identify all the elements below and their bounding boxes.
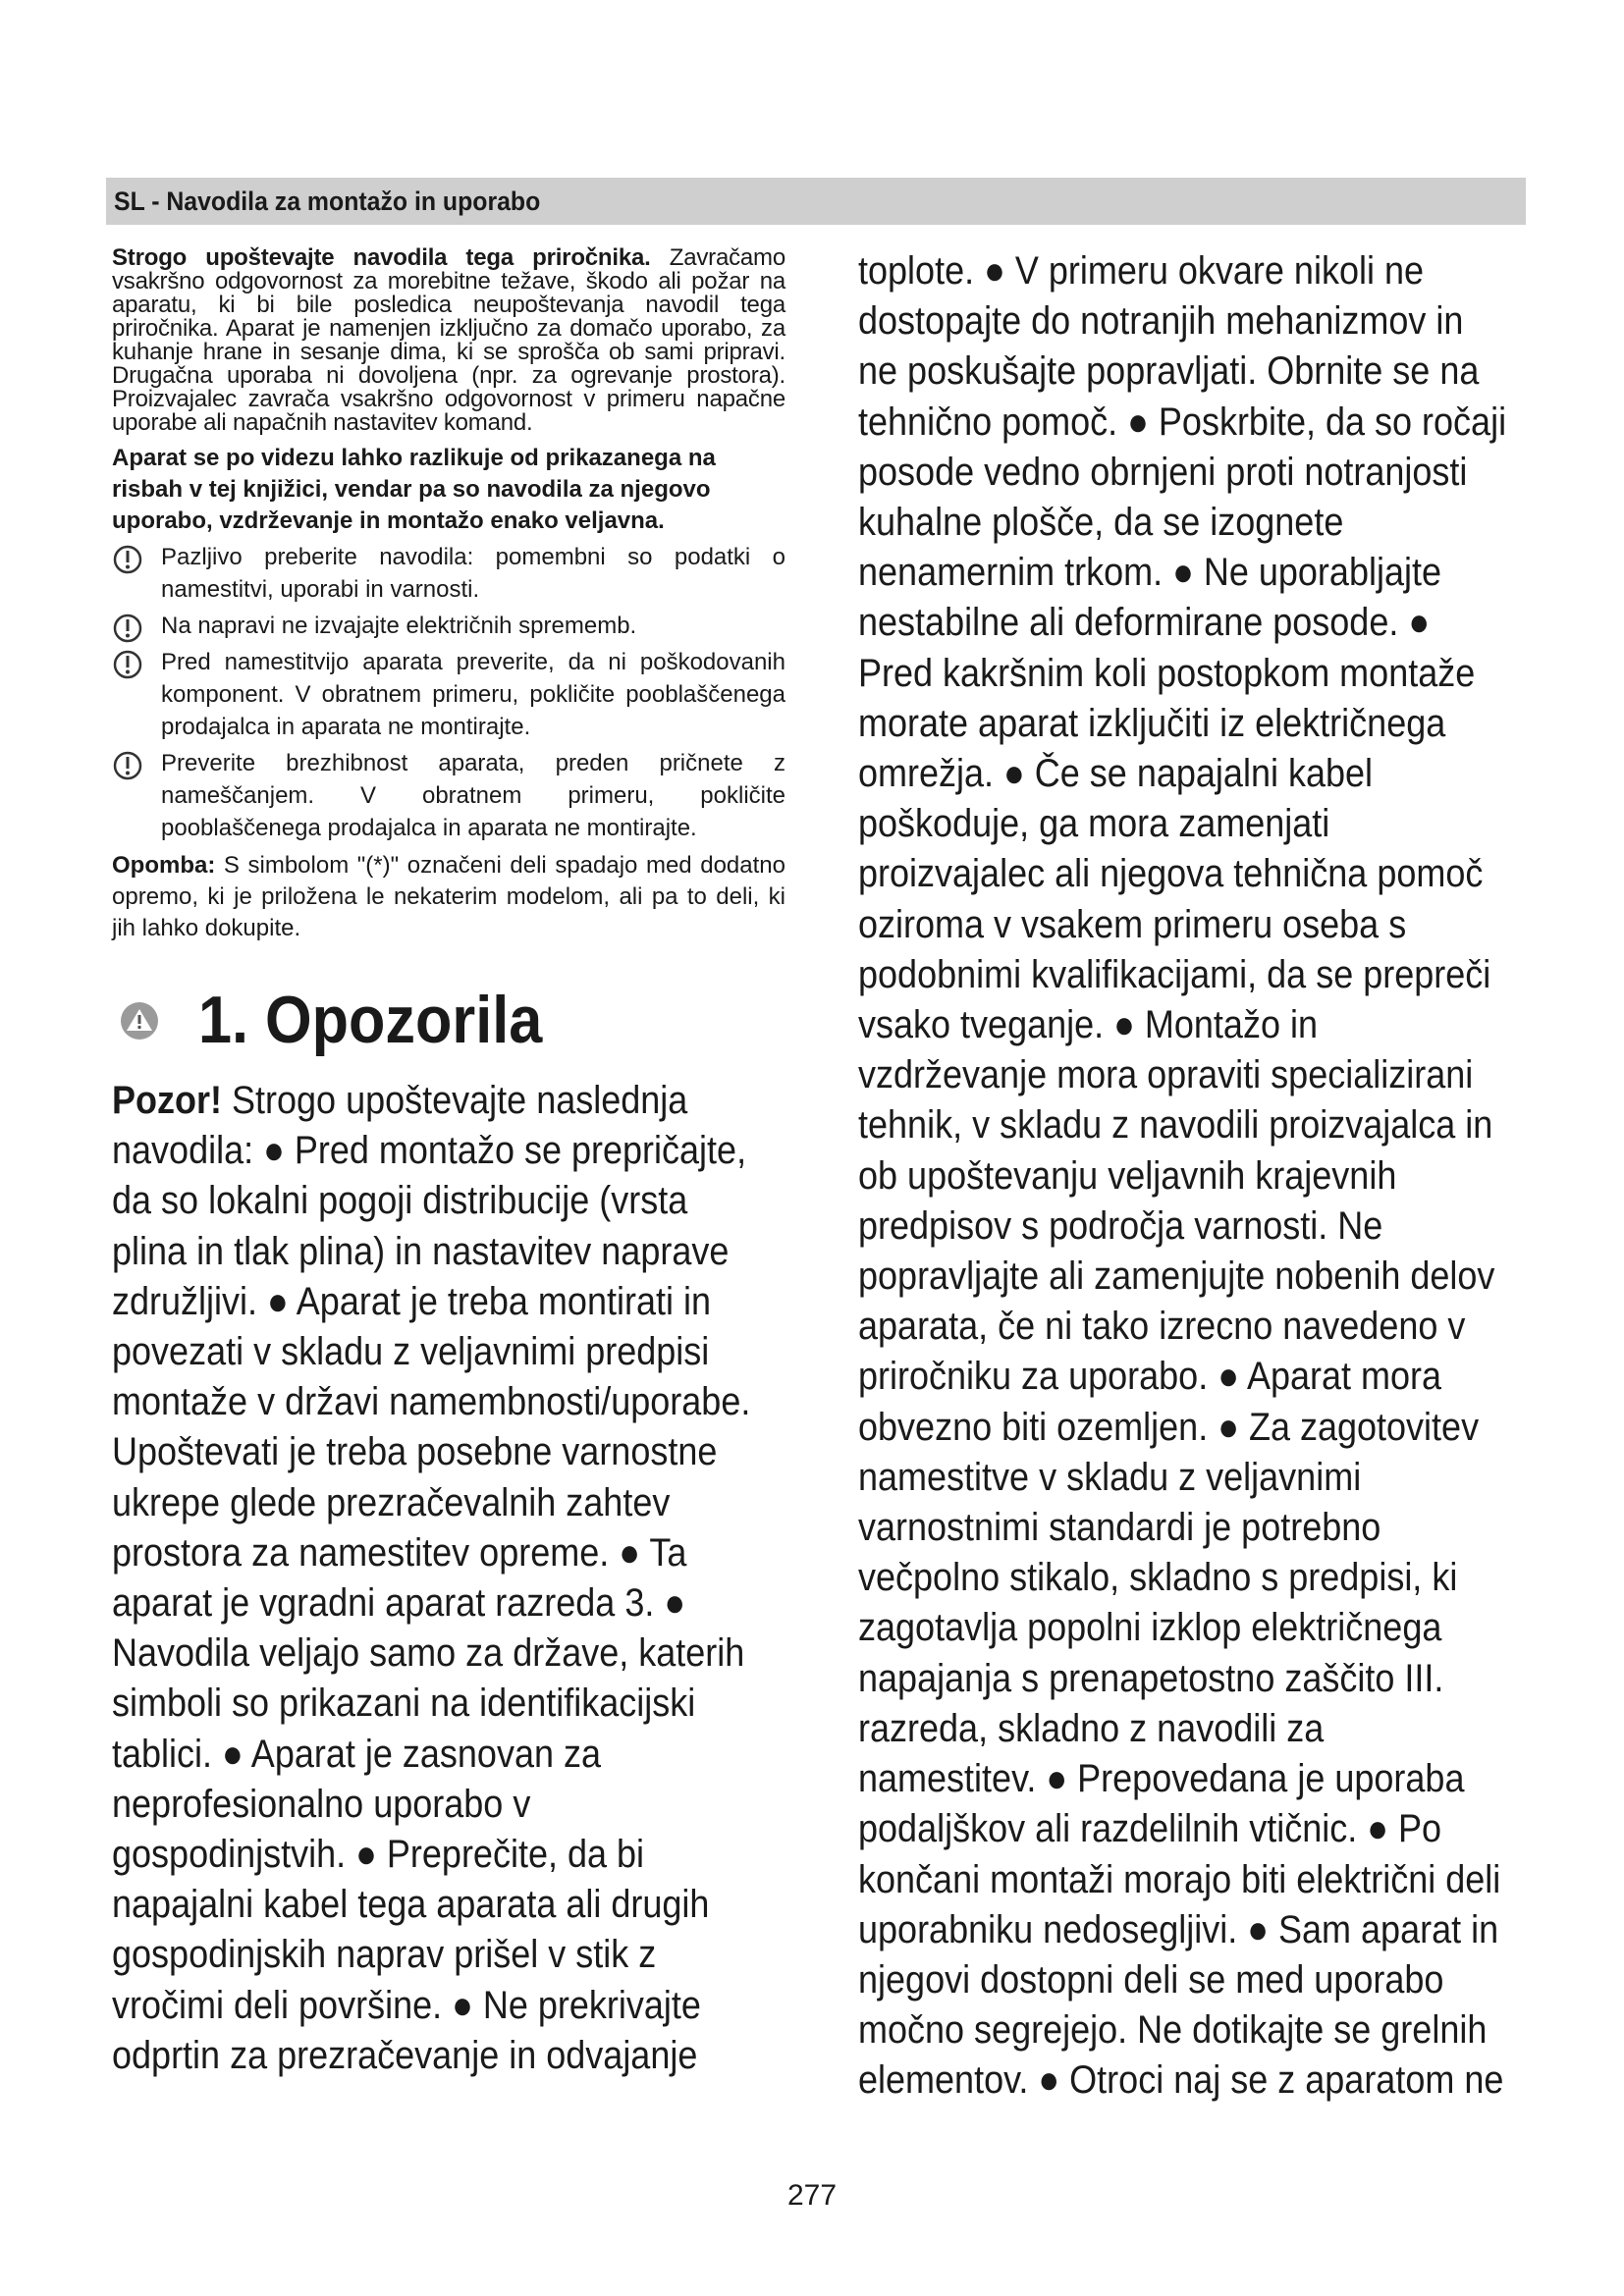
- body-line: priročniku za uporabo. ● Aparat mora: [858, 1355, 1442, 1399]
- section-body-left: [112, 1076, 784, 2081]
- body-line: prostora za namestitev opreme. ● Ta: [112, 1530, 687, 1575]
- body-line: Navodila veljajo samo za države, katerih: [112, 1631, 745, 1676]
- body-line: toplote. ● V primeru okvare nikoli ne: [858, 249, 1425, 293]
- body-line: nenamernim trkom. ● Ne uporabljajte: [858, 551, 1441, 595]
- body-line: vsako tveganje. ● Montažo in: [858, 1003, 1318, 1047]
- warning-text: Pred namestitvijo aparata preverite, da ni poškodovanih komponent. V obratnem primeru, pokličite pooblaščenega prodajalca in aparata ne montirajte.: [161, 649, 785, 740]
- exclamation-circle-icon: [112, 544, 143, 575]
- body-line: Upoštevati je treba posebne varnostne: [112, 1430, 718, 1474]
- body-line: vzdrževanje mora opraviti specializirani: [858, 1053, 1474, 1097]
- body-line: povezati v skladu z veljavnimi predpisi: [112, 1330, 710, 1374]
- body-line: omrežja. ● Če se napajalni kabel: [858, 752, 1374, 796]
- body-line: zagotavlja popolni izklop električnega: [858, 1606, 1442, 1650]
- body-line: oziroma v vsakem primeru oseba s: [858, 902, 1407, 946]
- body-line: uporabniku nedosegljivi. ● Sam aparat in: [858, 1907, 1499, 1951]
- exclamation-circle-icon: [112, 649, 143, 680]
- body-line: gospodinjstvih. ● Preprečite, da bi: [112, 1833, 645, 1877]
- warning-item: [112, 747, 785, 844]
- body-line: napajanja s prenapetostno zaščito III.: [858, 1656, 1444, 1700]
- appearance-notice: Aparat se po videzu lahko razlikuje od prikazanega na risbah v tej knjižici, vendar pa so navodila za njegovo uporabo, vzdrževanje in montažo enako veljavna.: [112, 445, 716, 534]
- body-line: napajalni kabel tega aparata ali drugih: [112, 1883, 710, 1927]
- body-line: njegovi dostopni deli se med uporabo: [858, 1957, 1444, 2002]
- body-line: Pred kakršnim koli postopkom montaže: [858, 651, 1476, 695]
- body-line: ob upoštevanju veljavnih krajevnih: [858, 1153, 1397, 1198]
- body-line: poškoduje, ga mora zamenjati: [858, 802, 1330, 846]
- body-line: ne poskušajte popravljati. Obrnite se na: [858, 349, 1480, 394]
- body-line: posode vedno obrnjeni proti notranjosti: [858, 450, 1468, 494]
- body-line: montaže v državi namembnosti/uporabe.: [112, 1380, 751, 1424]
- warning-text: Na napravi ne izvajajte električnih sprememb.: [161, 613, 637, 639]
- note-label: Opomba:: [112, 852, 216, 879]
- body-line: gospodinjskih naprav prišel v stik z: [112, 1933, 657, 1977]
- body-line: razreda, skladno z navodili za: [858, 1706, 1325, 1750]
- body-line: nestabilne ali deformirane posode. ●: [858, 601, 1431, 645]
- body-line: simboli so prikazani na identifikacijski: [112, 1682, 696, 1726]
- body-line: močno segrejejo. Ne dotikajte se grelnih: [858, 2008, 1488, 2053]
- body-line: Pozor! Strogo upoštevajte naslednja: [112, 1079, 688, 1122]
- body-lead: Pozor!: [112, 1079, 222, 1122]
- body-line: podaljškov ali razdelilnih vtičnic. ● Po: [858, 1807, 1442, 1851]
- body-line: proizvajalec ali njegova tehnična pomoč: [858, 852, 1484, 896]
- body-line: namestitev. ● Prepovedana je uporaba: [858, 1757, 1465, 1801]
- body-line: tehnično pomoč. ● Poskrbite, da so ročaji: [858, 400, 1507, 444]
- body-line: elementov. ● Otroci naj se z aparatom ne: [858, 2058, 1504, 2103]
- body-line: neprofesionalno uporabo v: [112, 1782, 531, 1826]
- warning-triangle-icon: [120, 1001, 159, 1041]
- body-line: večpolno stikalo, skladno s predpisi, ki: [858, 1556, 1458, 1600]
- warning-item: [112, 610, 785, 642]
- warning-item: [112, 541, 785, 606]
- body-line: tehnik, v skladu z navodili proizvajalca in: [858, 1103, 1493, 1148]
- intro-text: Zavračamo vsakršno odgovornost za morebitne težave, škodo ali požar na aparatu, ki bi bile posledica neupoštevanja navodil tega priročnika. Aparat je namenjen izključno za domačo uporabo, za kuhanje hrane in sesanje dima, ki se sprošča ob sami pripravi. Drugačna uporaba ni dovoljena (npr. za ogrevanje prostora). Proizvajalec zavrača vsakršno odgovornost v primeru napačne uporabe ali napačnih nastavitev komand.: [112, 244, 785, 436]
- body-line: obvezno biti ozemljen. ● Za zagotovitev: [858, 1405, 1480, 1449]
- section-body-right: [858, 246, 1530, 2107]
- body-line: aparat je vgradni aparat razreda 3. ●: [112, 1581, 686, 1626]
- body-line: dostopajte do notranjih mehanizmov in: [858, 299, 1464, 344]
- exclamation-circle-icon: [112, 613, 143, 644]
- note-text: S simbolom "(*)" označeni deli spadajo med dodatno opremo, ki je priložena le nekaterim modelom, ali pa to deli, ki jih lahko dokupite.: [112, 852, 785, 941]
- body-line: združljivi. ● Aparat je treba montirati in: [112, 1279, 712, 1323]
- header-title: SL - Navodila za montažo in uporabo: [114, 187, 541, 216]
- right-column: [858, 246, 1545, 2107]
- intro-paragraph: [112, 246, 785, 435]
- body-line: vročimi deli površine. ● Ne prekrivajte: [112, 1983, 701, 2027]
- body-line: odprtin za prezračevanje in odvajanje: [112, 2033, 698, 2077]
- warning-text: Preverite brezhibnost aparata, preden pričnete z nameščanjem. V obratnem primeru, pokličite pooblaščenega prodajalca in aparata ne montirajte.: [161, 750, 785, 841]
- section-heading: [112, 978, 785, 1062]
- body-line: ukrepe glede prezračevalnih zahtev: [112, 1480, 671, 1524]
- body-line: namestitve v skladu z veljavnimi: [858, 1455, 1362, 1499]
- warning-item: [112, 646, 785, 743]
- body-line: plina in tlak plina) in nastavitev naprave: [112, 1229, 730, 1273]
- body-line: kuhalne plošče, da se izognete: [858, 501, 1344, 545]
- intro-bold-lead: Strogo upoštevajte navodila tega priročnika.: [112, 244, 651, 271]
- left-column: [112, 246, 785, 2081]
- section-title: 1. Opozorila: [198, 983, 543, 1057]
- body-line: tablici. ● Aparat je zasnovan za: [112, 1732, 602, 1776]
- body-line: podobnimi kvalifikacijami, da se prepreči: [858, 952, 1491, 996]
- body-line: da so lokalni pogoji distribucije (vrsta: [112, 1179, 688, 1223]
- page-number: 277: [786, 2179, 838, 2212]
- body-line: popravljajte ali zamenjujte nobenih delov: [858, 1255, 1495, 1299]
- note-paragraph: [112, 850, 785, 944]
- body-line: navodila: ● Pred montažo se prepričajte,: [112, 1129, 747, 1173]
- body-line: morate aparat izključiti iz električnega: [858, 701, 1446, 745]
- body-line: aparata, če ni tako izrecno navedeno v: [858, 1305, 1466, 1349]
- section-header-bar: [106, 178, 1526, 225]
- body-line: predpisov s področja varnosti. Ne: [858, 1203, 1383, 1248]
- warning-text: Pazljivo preberite navodila: pomembni so podatki o namestitvi, uporabi in varnosti.: [161, 544, 785, 603]
- exclamation-circle-icon: [112, 750, 143, 781]
- body-line: varnostnimi standardi je potrebno: [858, 1506, 1381, 1550]
- body-line: končani montaži morajo biti električni deli: [858, 1857, 1501, 1901]
